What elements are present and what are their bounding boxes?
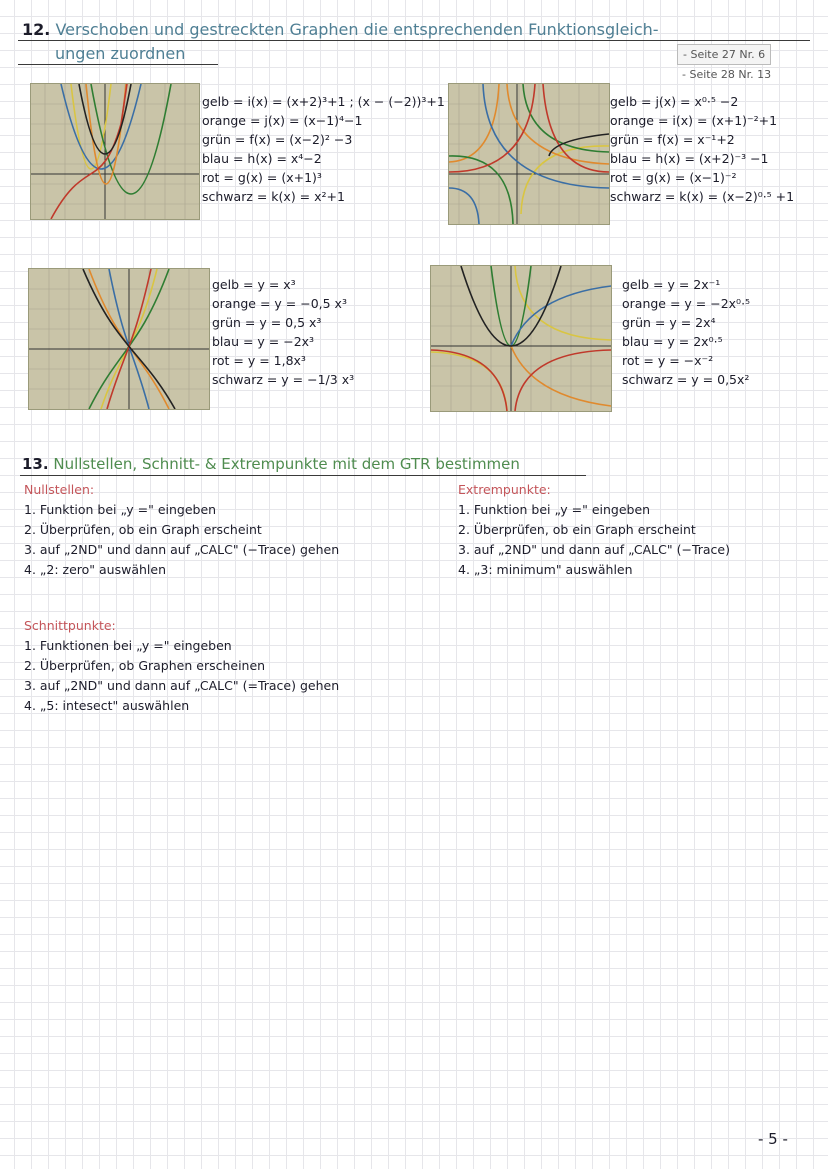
- equation-rot: rot = g(x) = (x+1)³: [202, 170, 322, 185]
- equation-gelb: gelb = i(x) = (x+2)³+1 ; (x − (−2))³+1: [202, 94, 445, 109]
- page-number: - 5 -: [758, 1130, 788, 1148]
- task13-underline: [20, 475, 586, 476]
- extrempunkte-step-2: 2. Überprüfen, ob ein Graph erscheint: [458, 522, 696, 537]
- schnittpunkte-heading: Schnittpunkte:: [24, 618, 116, 633]
- extrempunkte-step-3: 3. auf „2ND" und dann auf „CALC" (−Trace): [458, 542, 730, 557]
- schnittpunkte-steps: [24, 636, 339, 716]
- equation-blau: blau = h(x) = x⁴−2: [202, 151, 322, 166]
- equation-gruen: grün = y = 2x⁴: [622, 315, 716, 330]
- schnittpunkte-step-1: 1. Funktionen bei „y =" eingeben: [24, 638, 232, 653]
- graph-image-2: [448, 83, 610, 225]
- task13-title-text: Nullstellen, Schnitt- & Extrempunkte mit dem GTR bestimmen: [53, 455, 520, 473]
- schnittpunkte-step-4: 4. „5: intesect" auswählen: [24, 698, 190, 713]
- equation-gruen: grün = y = 0,5 x³: [212, 315, 322, 330]
- extrempunkte-steps: [458, 500, 730, 580]
- equation-orange: orange = y = −0,5 x³: [212, 296, 347, 311]
- equation-blau: blau = h(x) = (x+2)⁻³ −1: [610, 151, 769, 166]
- schnittpunkte-step-2: 2. Überprüfen, ob Graphen erscheinen: [24, 658, 266, 673]
- equation-orange: orange = j(x) = (x−1)⁴−1: [202, 113, 363, 128]
- title2-underline: [18, 64, 218, 65]
- equation-gelb: gelb = j(x) = x⁰·⁵ −2: [610, 94, 739, 109]
- nullstellen-step-3: 3. auf „2ND" und dann auf „CALC" (−Trace) gehen: [24, 542, 340, 557]
- graph-image-4: [430, 265, 612, 412]
- equation-orange: orange = y = −2x⁰·⁵: [622, 296, 751, 311]
- task13-title: [22, 455, 520, 473]
- equations-set-3: [212, 275, 354, 389]
- task12-title: [22, 20, 659, 40]
- equation-schwarz: schwarz = k(x) = (x−2)⁰·⁵ +1: [610, 189, 795, 204]
- extrempunkte-step-1: 1. Funktion bei „y =" eingeben: [458, 502, 651, 517]
- equation-schwarz: schwarz = y = −1/3 x³: [212, 372, 355, 387]
- extrempunkte-step-4: 4. „3: minimum" auswählen: [458, 562, 633, 577]
- nullstellen-step-4: 4. „2: zero" auswählen: [24, 562, 166, 577]
- equation-blau: blau = y = 2x⁰·⁵: [622, 334, 723, 349]
- equation-blau: blau = y = −2x³: [212, 334, 315, 349]
- equation-schwarz: schwarz = k(x) = x²+1: [202, 189, 345, 204]
- equation-gruen: grün = f(x) = x⁻¹+2: [610, 132, 735, 147]
- equation-rot: rot = y = −x⁻²: [622, 353, 714, 368]
- equation-rot: rot = y = 1,8x³: [212, 353, 306, 368]
- page-references: [677, 44, 776, 84]
- task12-title-line1: Verschoben und gestreckten Graphen die entsprechenden Funktionsgleich-: [55, 20, 659, 39]
- graph-2-plot: [449, 84, 609, 224]
- extrempunkte-heading: Extrempunkte:: [458, 482, 551, 497]
- equation-gruen: grün = f(x) = (x−2)² −3: [202, 132, 353, 147]
- nullstellen-heading: Nullstellen:: [24, 482, 95, 497]
- task12-number: 12.: [22, 20, 51, 39]
- task12-title-line2: ungen zuordnen: [55, 44, 186, 63]
- nullstellen-step-1: 1. Funktion bei „y =" eingeben: [24, 502, 217, 517]
- equation-rot: rot = g(x) = (x−1)⁻²: [610, 170, 737, 185]
- equation-gelb: gelb = y = 2x⁻¹: [622, 277, 721, 292]
- graph-image-1: [30, 83, 200, 220]
- graph-3-plot: [29, 269, 209, 409]
- graph-4-plot: [431, 266, 611, 411]
- nullstellen-step-2: 2. Überprüfen, ob ein Graph erscheint: [24, 522, 262, 537]
- equation-gelb: gelb = y = x³: [212, 277, 296, 292]
- equation-orange: orange = i(x) = (x+1)⁻²+1: [610, 113, 778, 128]
- title-underline: [18, 40, 810, 41]
- equations-set-2: [610, 92, 794, 206]
- equation-schwarz: schwarz = y = 0,5x²: [622, 372, 750, 387]
- reference-2: - Seite 28 Nr. 13: [682, 68, 772, 81]
- reference-1: - Seite 27 Nr. 6: [677, 44, 771, 65]
- equations-set-1: [202, 92, 445, 206]
- task13-number: 13.: [22, 455, 49, 473]
- schnittpunkte-step-3: 3. auf „2ND" und dann auf „CALC" (=Trace) gehen: [24, 678, 340, 693]
- equations-set-4: [622, 275, 750, 389]
- graph-image-3: [28, 268, 210, 410]
- nullstellen-steps: [24, 500, 339, 580]
- graph-1-plot: [31, 84, 199, 219]
